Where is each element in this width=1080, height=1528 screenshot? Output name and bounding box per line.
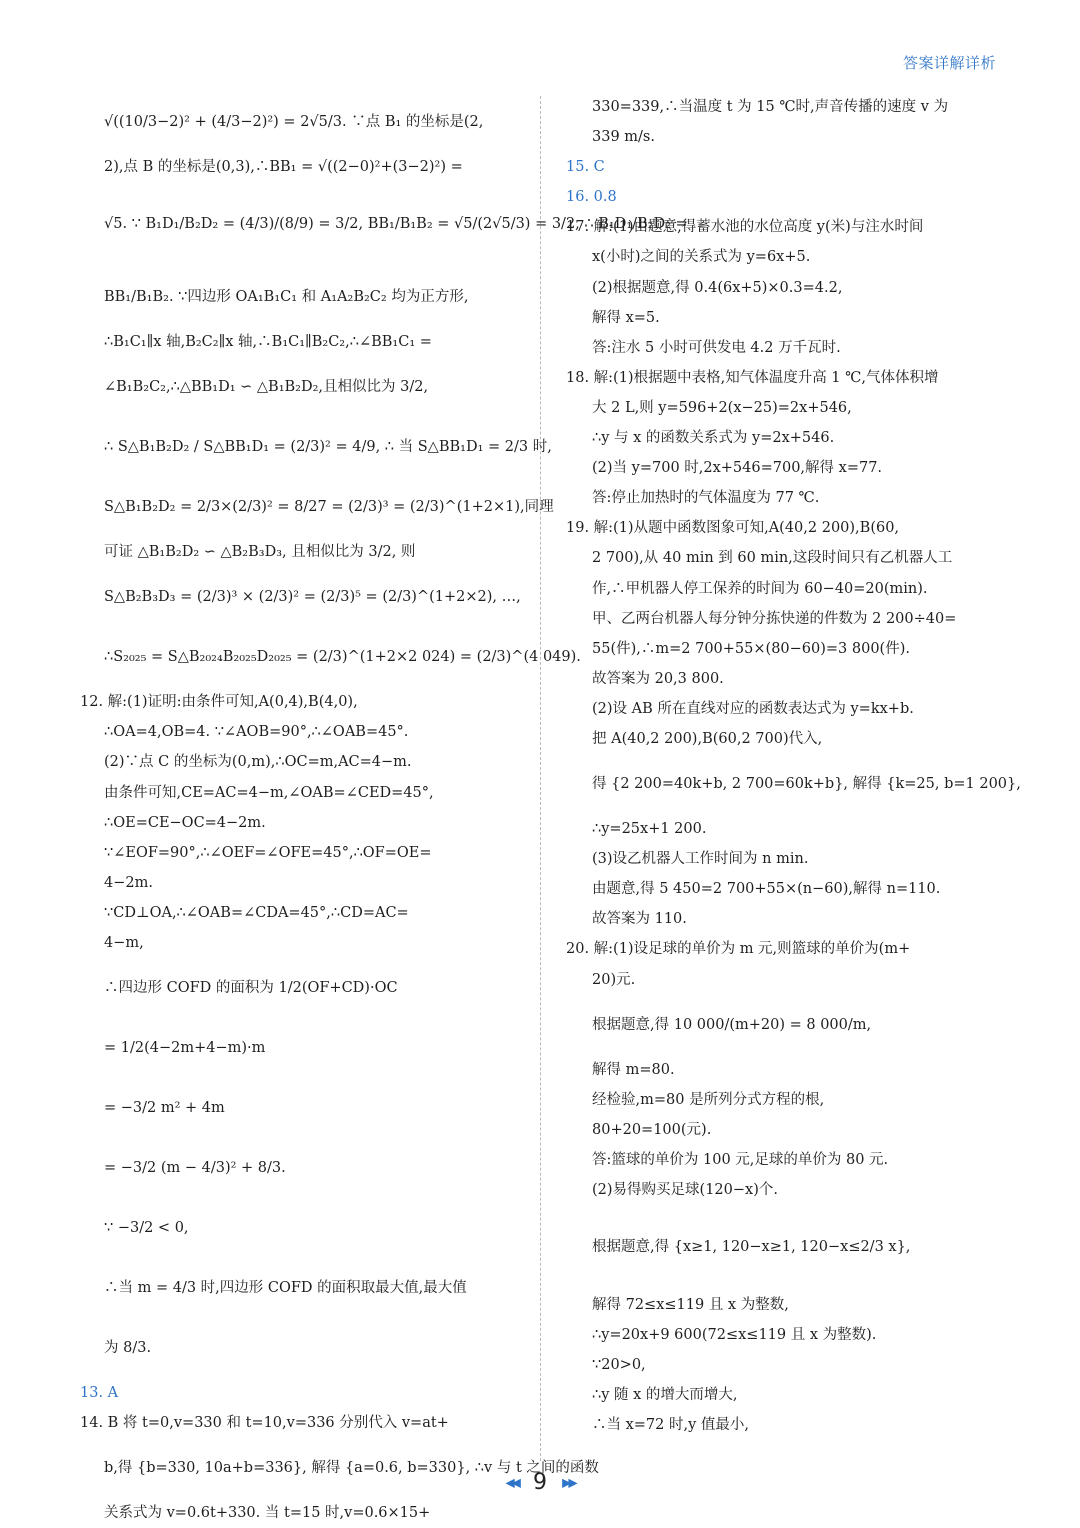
text-line: ∴y 随 x 的增大而增大, — [592, 1387, 738, 1404]
column-divider — [540, 96, 541, 1461]
text-line: ∴四边形 COFD 的面积为 1/2(OF+CD)·OC — [104, 980, 398, 997]
text-line: 为 8/3. — [104, 1340, 152, 1357]
double-right-arrow-icon[interactable]: ▶▶ — [562, 1475, 575, 1490]
question-14-line: 14. B 将 t=0,v=330 和 t=10,v=336 分别代入 v=at+ — [80, 1415, 449, 1432]
text-line: 大 2 L,则 y=596+2(x−25)=2x+546, — [592, 399, 852, 416]
text-line: 2),点 B 的坐标是(0,3),∴BB₁ = √((2−0)²+(3−2)²) = — [104, 159, 463, 175]
question-12-line: 12. 解:(1)证明:由条件可知,A(0,4),B(4,0), — [80, 694, 358, 711]
text-line: (2)易得购买足球(120−x)个. — [592, 1182, 778, 1198]
text-line: ∴B₁C₁∥x 轴,B₂C₂∥x 轴,∴B₁C₁∥B₂C₂,∴∠BB₁C₁ = — [104, 334, 432, 351]
text-line: ∵20>0, — [592, 1357, 646, 1374]
text-line: 4−m, — [104, 935, 144, 952]
text-line: ∴OA=4,OB=4. ∵∠AOB=90°,∴∠OAB=45°. — [104, 724, 409, 741]
text-line: 根据题意,得 10 000/(m+20) = 8 000/m, — [592, 1016, 872, 1033]
text-line: ∴当 x=72 时,y 值最小, — [592, 1417, 750, 1434]
text-line: 故答案为 20,3 800. — [592, 670, 724, 687]
question-19-line: 19. 解:(1)从题中函数图象可知,A(40,2 200),B(60, — [566, 520, 900, 537]
text-line: 由条件可知,CE=AC=4−m,∠OAB=∠CED=45°, — [104, 784, 434, 801]
text-line: = −3/2 (m − 4/3)² + 8/3. — [104, 1160, 286, 1177]
text-line: (2)∵点 C 的坐标为(0,m),∴OC=m,AC=4−m. — [104, 754, 412, 771]
text-line: ∴当 m = 4/3 时,四边形 COFD 的面积取最大值,最大值 — [104, 1280, 467, 1297]
question-13-answer: 13. A — [80, 1385, 119, 1402]
text-line: 由题意,得 5 450=2 700+55×(n−60),解得 n=110. — [592, 881, 941, 898]
text-line: S△B₁B₂D₂ = 2/3×(2/3)² = 8/27 = (2/3)³ = (2/3)^(1+2×1),同理 — [104, 499, 554, 516]
text-line: ∵ −3/2 < 0, — [104, 1220, 189, 1237]
double-left-arrow-icon[interactable]: ◀◀ — [505, 1475, 518, 1490]
text-line: ∴y=20x+9 600(72≤x≤119 且 x 为整数). — [592, 1327, 877, 1344]
text-line: (2)根据题意,得 0.4(6x+5)×0.3=4.2, — [592, 279, 843, 296]
page-footer — [0, 1470, 1080, 1495]
text-line: ∴y=25x+1 200. — [592, 821, 707, 838]
text-line: ∵CD⊥OA,∴∠OAB=∠CDA=45°,∴CD=AC= — [104, 904, 409, 921]
text-line: ∴OE=CE−OC=4−2m. — [104, 814, 266, 831]
text-line: 4−2m. — [104, 874, 153, 891]
question-15-answer: 15. C — [566, 159, 605, 176]
text-line: 80+20=100(元). — [592, 1121, 712, 1138]
text-line: (3)设乙机器人工作时间为 n min. — [592, 851, 809, 868]
text-line: 可证 △B₁B₂D₂ ∽ △B₂B₃D₃, 且相似比为 3/2, 则 — [104, 544, 416, 561]
text-line: 2 700),从 40 min 到 60 min,这段时间只有乙机器人工 — [592, 550, 953, 567]
text-line: √((10/3−2)² + (4/3−2)²) = 2√5/3. ∵点 B₁ 的坐标是(2, — [104, 114, 484, 130]
text-line: 作,∴甲机器人停工保养的时间为 60−40=20(min). — [592, 580, 928, 597]
right-column — [566, 92, 1021, 1441]
text-line: = −3/2 m² + 4m — [104, 1100, 225, 1117]
text-line: 330=339,∴当温度 t 为 15 ℃时,声音传播的速度 v 为 — [592, 99, 949, 115]
text-line: ∴ S△B₁B₂D₂ / S△BB₁D₁ = (2/3)² = 4/9, ∴ 当 S△BB₁D₁ = 2/3 时, — [104, 439, 552, 456]
page-header-title: 答案详解详析 — [902, 54, 996, 72]
text-line: x(小时)之间的关系式为 y=6x+5. — [592, 249, 811, 266]
text-line: 55(件),∴m=2 700+55×(80−60)=3 800(件). — [592, 640, 910, 657]
text-line: (2)设 AB 所在直线对应的函数表达式为 y=kx+b. — [592, 700, 914, 717]
text-line: √5. ∵ B₁D₁/B₂D₂ = (4/3)/(8/9) = 3/2, BB₁/B₁B₂ = √5/(2√5/3) = 3/2, ∴ B₁D₁/B₂D₂ = — [104, 216, 688, 233]
text-line: (2)当 y=700 时,2x+546=700,解得 x=77. — [592, 460, 883, 477]
question-20-line: 20. 解:(1)设足球的单价为 m 元,则篮球的单价为(m+ — [566, 941, 911, 958]
text-line: 关系式为 v=0.6t+330. 当 t=15 时,v=0.6×15+ — [104, 1505, 431, 1522]
text-line: 故答案为 110. — [592, 911, 687, 928]
text-line: 根据题意,得 {x≥1, 120−x≥1, 120−x≤2/3 x}, — [592, 1239, 911, 1256]
text-line: 得 {2 200=40k+b, 2 700=60k+b}, 解得 {k=25, b=1 200}, — [592, 776, 1021, 793]
text-line: 答:注水 5 小时可供发电 4.2 万千瓦时. — [592, 339, 841, 356]
text-line: ∠B₁B₂C₂,∴△BB₁D₁ ∽ △B₁B₂D₂,且相似比为 3/2, — [104, 379, 429, 396]
text-line: 答:停止加热时的气体温度为 77 ℃. — [592, 490, 820, 507]
text-line: 甲、乙两台机器人每分钟分拣快递的件数为 2 200÷40= — [592, 610, 957, 627]
text-line: 答:篮球的单价为 100 元,足球的单价为 80 元. — [592, 1151, 889, 1168]
page-number: 9 — [533, 1470, 547, 1495]
text-line: 20)元. — [592, 971, 636, 988]
text-line: ∴S₂₀₂₅ = S△B₂₀₂₄B₂₀₂₅D₂₀₂₅ = (2/3)^(1+2×2 024) = (2/3)^(4 049). — [104, 649, 581, 666]
text-line: ∵∠EOF=90°,∴∠OEF=∠OFE=45°,∴OF=OE= — [104, 844, 432, 861]
text-line: S△B₂B₃D₃ = (2/3)³ × (2/3)² = (2/3)⁵ = (2/3)^(1+2×2), …, — [104, 589, 521, 606]
text-line: 解得 x=5. — [592, 309, 660, 326]
text-line: 解得 72≤x≤119 且 x 为整数, — [592, 1297, 789, 1314]
text-line: = 1/2(4−2m+4−m)·m — [104, 1040, 266, 1057]
question-17-line: 17. 解:(1)由题意,得蓄水池的水位高度 y(米)与注水时间 — [566, 219, 924, 236]
text-line: b,得 {b=330, 10a+b=336}, 解得 {a=0.6, b=330}, ∴v 与 t 之间的函数 — [104, 1460, 599, 1477]
question-18-line: 18. 解:(1)根据题中表格,知气体温度升高 1 ℃,气体体积增 — [566, 369, 939, 386]
text-line: BB₁/B₁B₂. ∵四边形 OA₁B₁C₁ 和 A₁A₂B₂C₂ 均为正方形, — [104, 289, 469, 306]
text-line: ∴y 与 x 的函数关系式为 y=2x+546. — [592, 430, 835, 447]
text-line: 解得 m=80. — [592, 1061, 675, 1078]
text-line: 经检验,m=80 是所列分式方程的根, — [592, 1091, 825, 1108]
text-line: 339 m/s. — [592, 129, 655, 146]
text-line: 把 A(40,2 200),B(60,2 700)代入, — [592, 730, 823, 747]
question-16-answer: 16. 0.8 — [566, 189, 617, 206]
